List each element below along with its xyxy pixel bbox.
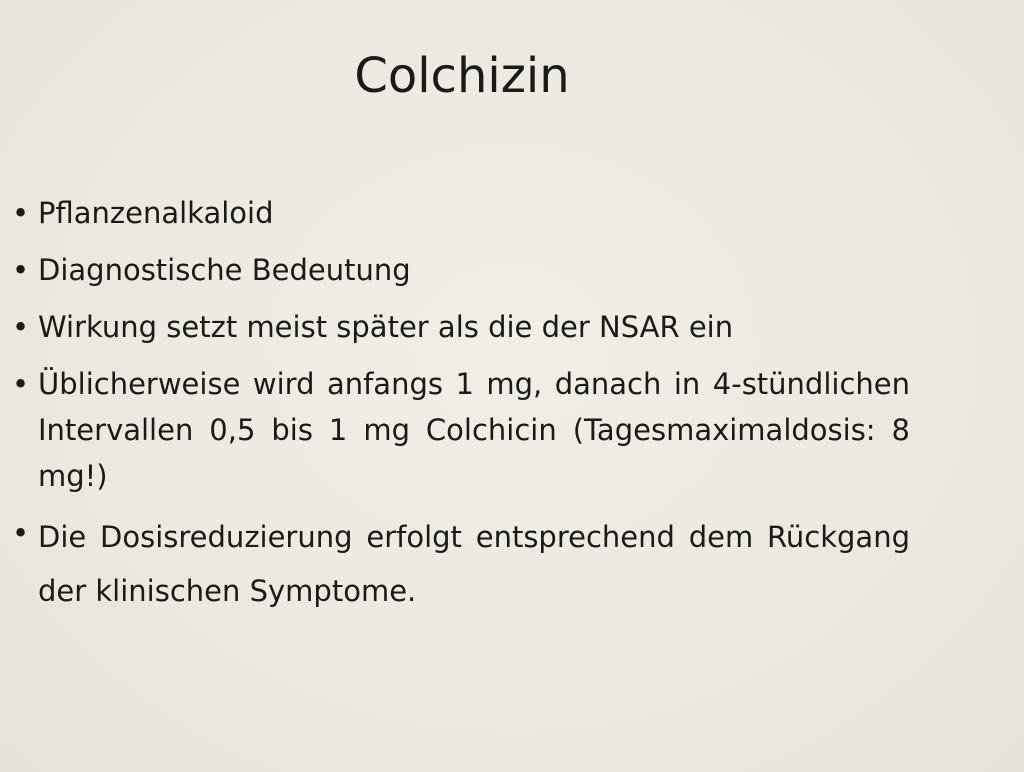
bullet-item xyxy=(12,247,910,293)
bullet-dot: • xyxy=(12,196,30,230)
bullet-list xyxy=(12,190,910,629)
bullet-text: Wirkung setzt meist später als die der NSAR ein xyxy=(38,310,734,344)
bullet-item xyxy=(12,361,910,499)
bullet-item xyxy=(12,304,910,350)
bullet-text: Üblicherweise wird anfangs 1 mg, danach in 4-stündlichen Intervallen 0,5 bis 1 mg Colchicin (Tagesmaximaldosis: 8 mg!) xyxy=(38,367,910,493)
bullet-text: Diagnostische Bedeutung xyxy=(38,253,411,287)
bullet-dot: • xyxy=(12,310,30,344)
bullet-dot: • xyxy=(12,253,30,287)
bullet-text: Die Dosisreduzierung erfolgt entsprechend dem Rückgang der klinischen Symptome. xyxy=(38,520,910,608)
slide-title-text: Colchizin xyxy=(354,48,570,104)
bullet-item xyxy=(12,510,910,618)
slide-title xyxy=(0,44,1024,108)
bullet-dot: • xyxy=(12,367,30,401)
bullet-item xyxy=(12,190,910,236)
bullet-dot: • xyxy=(12,516,30,550)
bullet-text: Pflanzenalkaloid xyxy=(38,196,274,230)
